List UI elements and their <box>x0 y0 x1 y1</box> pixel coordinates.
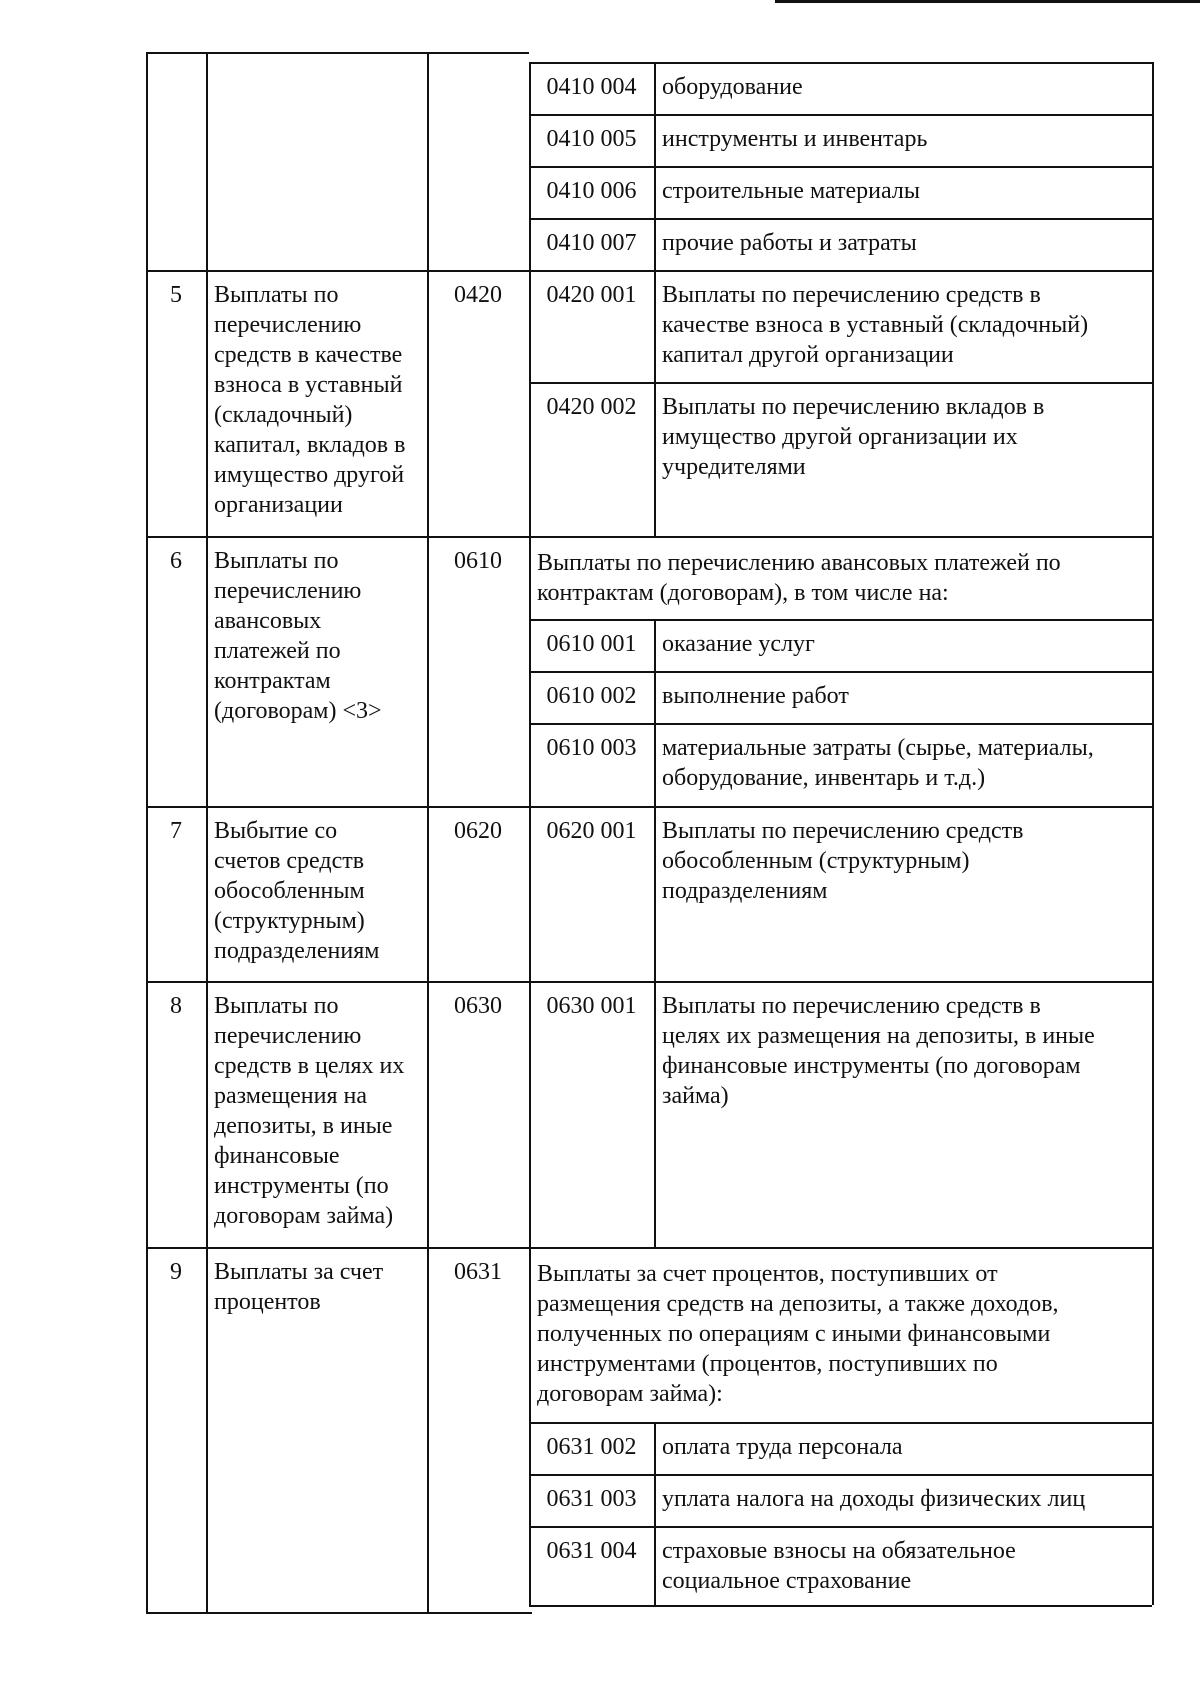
subrow-desc-line: выполнение работ <box>662 683 849 709</box>
subrow-desc-line: строительные материалы <box>662 178 920 204</box>
subrow-code: 0610 001 <box>546 631 637 657</box>
col-divider-desc <box>654 619 656 806</box>
row-divider <box>146 270 1152 272</box>
row-name-line: подразделениям <box>214 938 380 964</box>
row-name-line: платежей по <box>214 638 341 664</box>
subrow-code: 0610 002 <box>546 683 637 709</box>
row-name-line: Выплаты за счет <box>214 1259 384 1285</box>
row-code: 0420 <box>454 282 502 308</box>
row-name-line: (договорам) <3> <box>214 698 382 724</box>
row-name-line: договорам займа) <box>214 1203 394 1229</box>
subrow-desc-line: Выплаты по перечислению средств <box>662 818 1024 844</box>
subrow-desc-line: подразделениям <box>662 878 828 904</box>
row-header-line: договорам займа): <box>537 1381 723 1407</box>
subrow-divider <box>529 671 1152 673</box>
row-name-line: инструменты (по <box>214 1173 389 1199</box>
row-number: 5 <box>170 282 182 308</box>
row-header-line: полученных по операциям с иными финансовыми <box>537 1321 1051 1347</box>
row-number: 9 <box>170 1259 182 1285</box>
row-header-line: инструментами (процентов, поступивших по <box>537 1351 998 1377</box>
row-name-line: обособленным <box>214 878 365 904</box>
row-name-line: перечислению <box>214 1023 362 1049</box>
row-name-line: средств в целях их <box>214 1053 405 1079</box>
subrow-desc-line: имущество другой организации их <box>662 424 1018 450</box>
row-name-line: перечислению <box>214 578 362 604</box>
row-name-line: имущество другой <box>214 462 405 488</box>
subrow-divider <box>529 382 1152 384</box>
subrow-desc-line: прочие работы и затраты <box>662 230 917 256</box>
subrow-divider <box>529 619 1152 621</box>
row-name-line: Выплаты по <box>214 282 339 308</box>
subrow-desc-line: оплата труда персонала <box>662 1434 903 1460</box>
row-name-line: капитал, вкладов в <box>214 432 406 458</box>
subrow-desc-line: социальное страхование <box>662 1568 912 1594</box>
row-name-line: средств в качестве <box>214 342 403 368</box>
subrow-divider <box>529 1422 1152 1424</box>
row-code: 0630 <box>454 993 502 1019</box>
row-name-line: (складочный) <box>214 402 353 428</box>
row-code: 0631 <box>454 1259 502 1285</box>
subrow-code: 0420 001 <box>546 282 637 308</box>
table-border-bottom <box>146 1612 532 1614</box>
table-border-top <box>146 52 529 54</box>
subrow-desc-line: обособленным (структурным) <box>662 848 970 874</box>
row-name-line: Выплаты по <box>214 548 339 574</box>
col-divider-name <box>206 52 208 1612</box>
subrow-code: 0630 001 <box>546 993 637 1019</box>
row-name-line: Выбытие со <box>214 818 338 844</box>
table-border-top-right <box>529 62 1152 64</box>
subrow-code: 0420 002 <box>546 394 637 420</box>
row-header-line: Выплаты за счет процентов, поступивших от <box>537 1261 998 1287</box>
row-divider <box>146 536 1152 538</box>
col-divider-desc <box>654 270 656 536</box>
subrow-desc-line: уплата налога на доходы физических лиц <box>662 1486 1086 1512</box>
subrow-desc-line: Выплаты по перечислению средств в <box>662 282 1041 308</box>
row-header-line: контрактам (договорам), в том числе на: <box>537 580 949 606</box>
table-border-bottom-right <box>529 1605 1152 1607</box>
subrow-desc-line: страховые взносы на обязательное <box>662 1538 1016 1564</box>
row-number: 8 <box>170 993 182 1019</box>
subrow-desc-line: оборудование <box>662 74 803 100</box>
row-name-line: перечислению <box>214 312 362 338</box>
row-name-line: счетов средств <box>214 848 365 874</box>
subrow-desc-line: капитал другой организации <box>662 342 954 368</box>
row-name-line: финансовые <box>214 1143 340 1169</box>
row-code: 0620 <box>454 818 502 844</box>
subrow-divider <box>529 1474 1152 1476</box>
subrow-code: 0410 004 <box>546 74 637 100</box>
subrow-code: 0610 003 <box>546 735 637 761</box>
subrow-code: 0410 007 <box>546 230 637 256</box>
subrow-desc-line: материальные затраты (сырье, материалы, <box>662 735 1094 761</box>
table-border-right <box>1152 62 1154 1605</box>
row-code: 0610 <box>454 548 502 574</box>
subrow-code: 0620 001 <box>546 818 637 844</box>
subrow-desc-line: целях их размещения на депозиты, в иные <box>662 1023 1095 1049</box>
row-number: 6 <box>170 548 182 574</box>
row-name-line: (структурным) <box>214 908 365 934</box>
row-divider <box>146 981 1152 983</box>
subrow-desc-line: учредителями <box>662 454 806 480</box>
subrow-desc-line: оборудование, инвентарь и т.д.) <box>662 765 986 791</box>
subrow-code: 0631 004 <box>546 1538 637 1564</box>
row-name-line: Выплаты по <box>214 993 339 1019</box>
subrow-desc-line: качестве взноса в уставный (складочный) <box>662 312 1089 338</box>
subrow-code: 0631 003 <box>546 1486 637 1512</box>
subrow-divider <box>529 166 1152 168</box>
row-divider <box>146 1247 1152 1249</box>
col-divider-desc <box>654 806 656 981</box>
row-name-line: размещения на <box>214 1083 367 1109</box>
row-divider <box>146 806 1152 808</box>
col-divider-desc <box>654 981 656 1247</box>
subrow-desc-line: инструменты и инвентарь <box>662 126 928 152</box>
subrow-desc-line: финансовые инструменты (по договорам <box>662 1053 1081 1079</box>
row-number: 7 <box>170 818 182 844</box>
subrow-desc-line: Выплаты по перечислению вкладов в <box>662 394 1045 420</box>
row-name-line: депозиты, в иные <box>214 1113 393 1139</box>
row-header-line: Выплаты по перечислению авансовых платежей по <box>537 550 1061 576</box>
row-header-line: размещения средств на депозиты, а также доходов, <box>537 1291 1059 1317</box>
subrow-desc-line: оказание услуг <box>662 631 815 657</box>
row-name-line: взноса в уставный <box>214 372 403 398</box>
row-name-line: авансовых <box>214 608 322 634</box>
col-divider-desc <box>654 1422 656 1605</box>
subrow-divider <box>529 1526 1152 1528</box>
subrow-divider <box>529 114 1152 116</box>
row-name-line: организации <box>214 492 343 518</box>
subrow-code: 0410 005 <box>546 126 637 152</box>
subrow-code: 0410 006 <box>546 178 637 204</box>
subrow-desc-line: Выплаты по перечислению средств в <box>662 993 1041 1019</box>
subrow-divider <box>529 723 1152 725</box>
subrow-code: 0631 002 <box>546 1434 637 1460</box>
subrow-desc-line: займа) <box>662 1083 729 1109</box>
subrow-divider <box>529 218 1152 220</box>
row-name-line: контрактам <box>214 668 331 694</box>
row-name-line: процентов <box>214 1289 321 1315</box>
